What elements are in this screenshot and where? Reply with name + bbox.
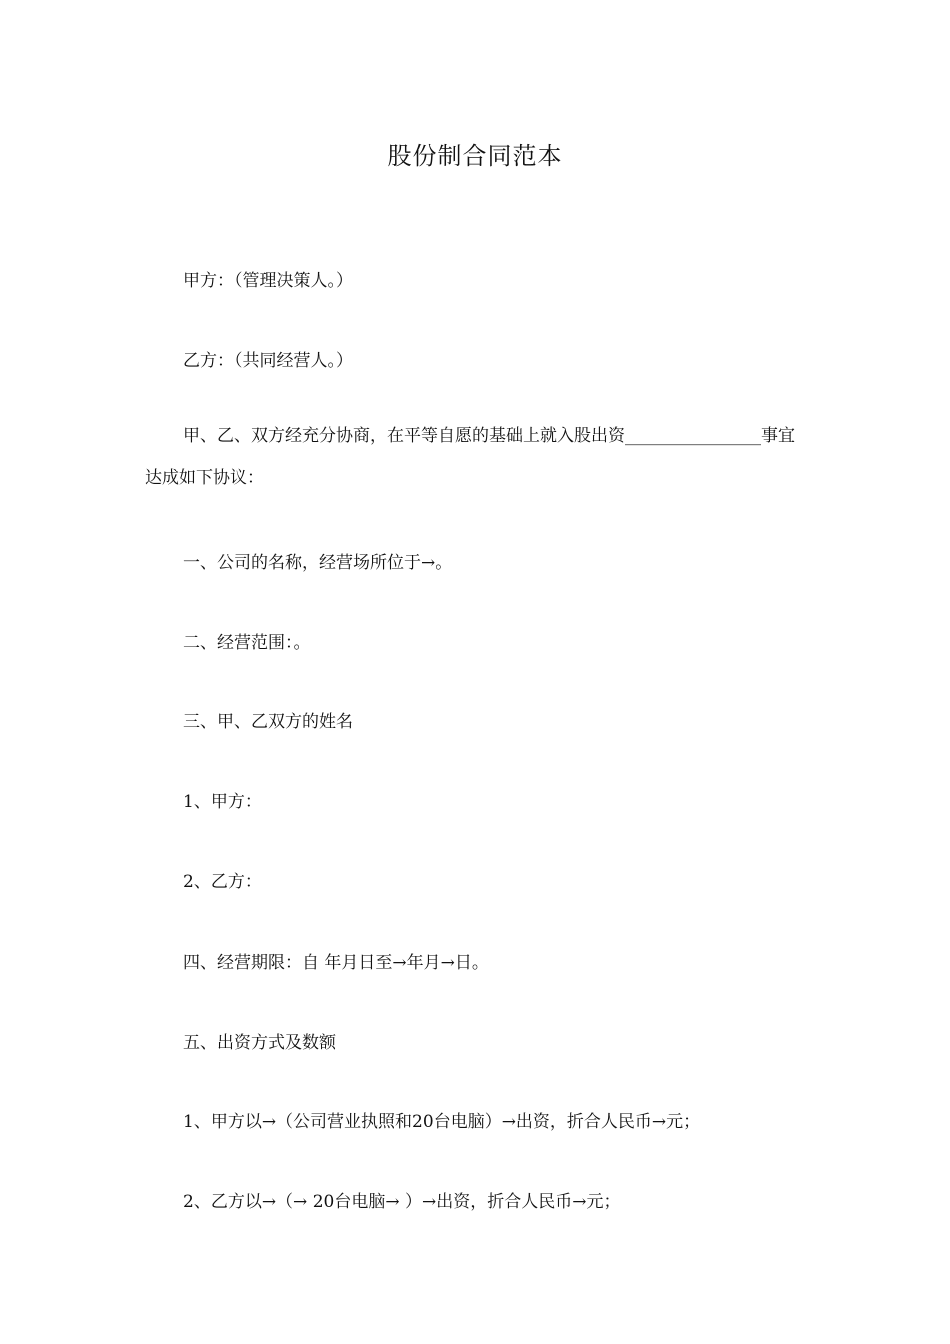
clause-1: 一、公司的名称，经营场所位于→。 [183,553,453,573]
clause-5: 五、出资方式及数额 [183,1033,336,1053]
document-title: 股份制合同范本 [387,142,563,170]
party-b-line: 乙方：（共同经营人。） [183,351,353,371]
clause-5-item-2: 2、乙方以→（→ 20台电脑→ ）→出资，折合人民币→元； [183,1192,621,1212]
clause-3-item-2: 2、乙方： [183,872,262,892]
clause-5-item-1: 1、甲方以→（公司营业执照和20台电脑）→出资，折合人民币→元； [183,1112,701,1132]
intro-paragraph: 甲、乙、双方经充分协商，在平等自愿的基础上就入股出资________________事宜达成如下协议： [145,426,795,488]
clause-2: 二、经营范围：。 [183,633,311,653]
party-a-line: 甲方：（管理决策人。） [183,271,353,291]
clause-4: 四、经营期限：自 年月日至→年月→日。 [183,953,489,973]
clause-3-item-1: 1、甲方： [183,792,262,812]
clause-3: 三、甲、乙双方的姓名 [183,712,353,732]
